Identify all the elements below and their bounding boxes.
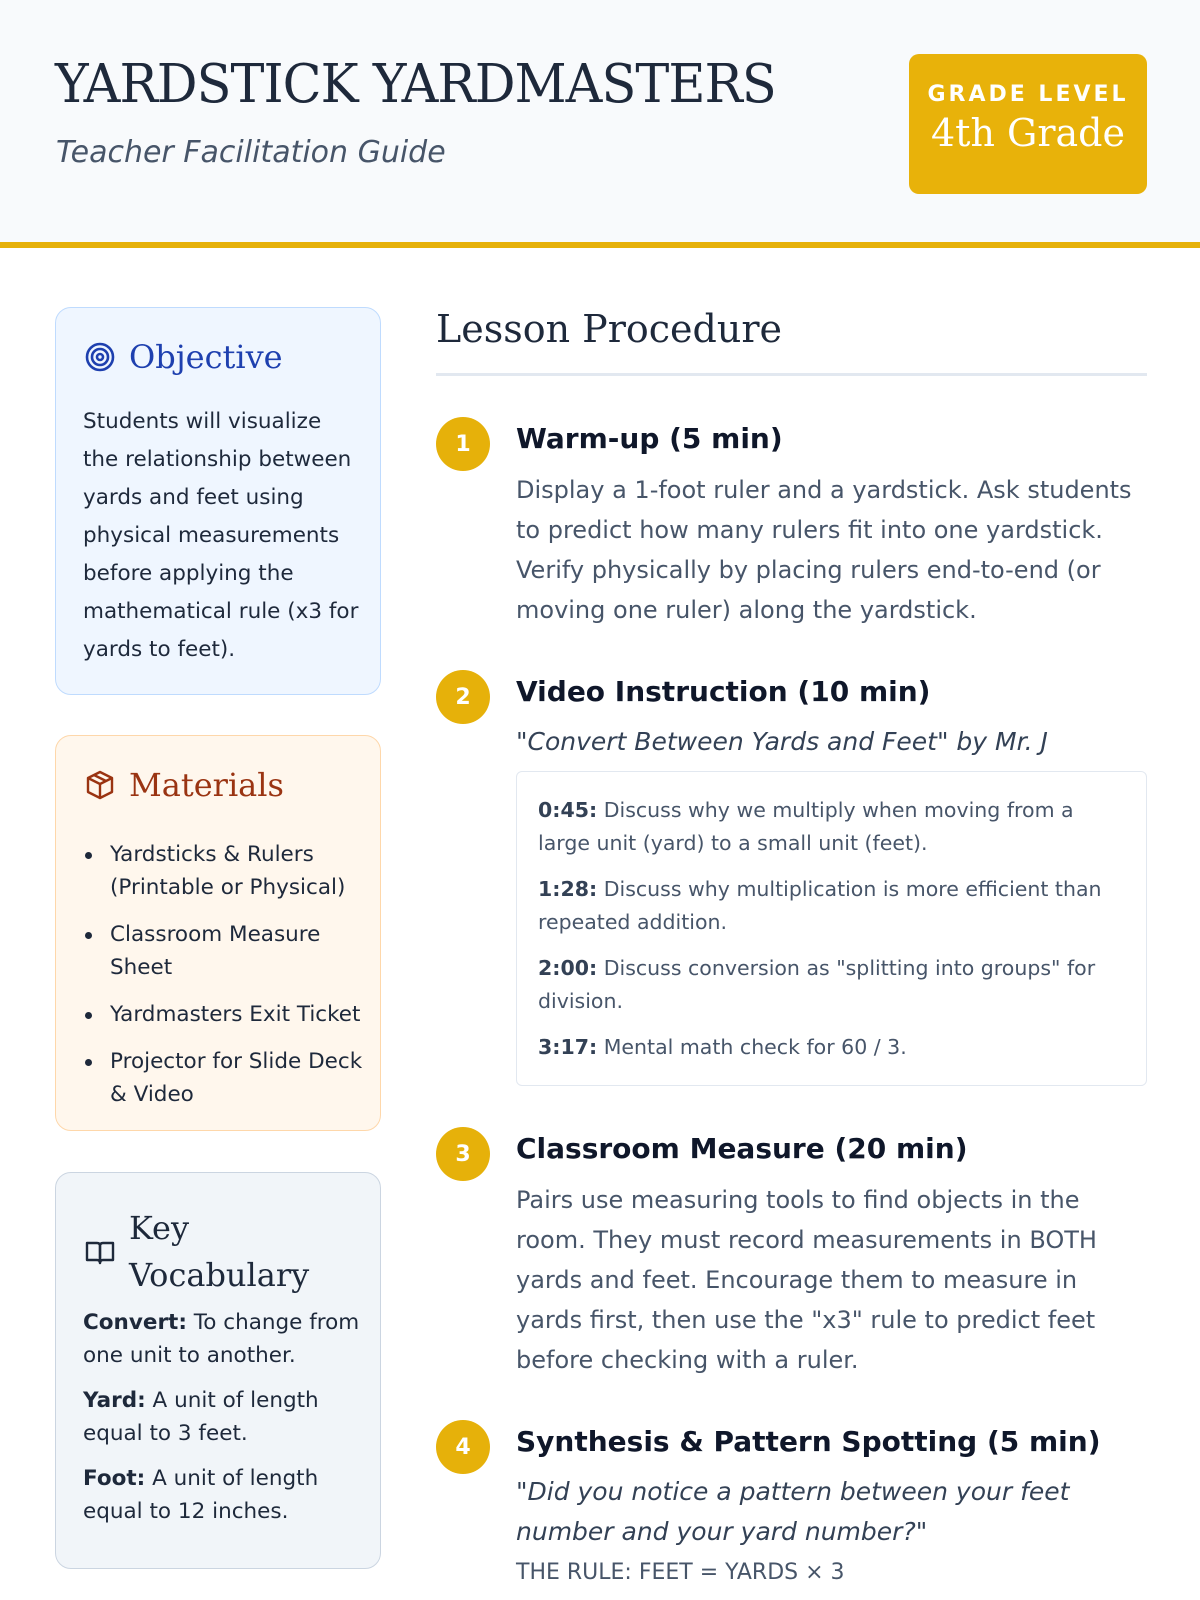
- vocab-definition: A unit of length equal to 12 inches.: [83, 1466, 319, 1524]
- video-timestamps-box: [516, 771, 1147, 1086]
- vocab-term: Convert:: [83, 1310, 187, 1335]
- vocab-item-foot: [83, 1462, 365, 1528]
- vocab-definition: To change from one unit to another.: [83, 1310, 360, 1368]
- timestamp-item: [538, 873, 1128, 939]
- step-4-rule: THE RULE: FEET = YARDS × 3: [516, 1560, 845, 1585]
- page-subtitle: Teacher Facilitation Guide: [56, 135, 446, 170]
- vocabulary-title-line-2: Vocabulary: [129, 1256, 310, 1294]
- step-4-number: 4: [436, 1420, 490, 1474]
- list-item: Classroom Measure Sheet: [110, 918, 370, 984]
- timestamp-time: 2:00:: [538, 956, 598, 980]
- vocab-item-yard: [83, 1384, 365, 1450]
- step-1-title: Warm-up (5 min): [516, 422, 783, 455]
- timestamp-note: Mental math check for 60 / 3.: [603, 1035, 907, 1059]
- vocab-term: Yard:: [83, 1388, 146, 1413]
- vocab-term: Foot:: [83, 1466, 146, 1491]
- step-3-number: 3: [436, 1127, 490, 1181]
- timestamp-item: [538, 794, 1128, 860]
- page-title: YARDSTICK YARDMASTERS: [55, 54, 776, 115]
- vocabulary-header: [83, 1205, 309, 1299]
- page-header: [0, 0, 1200, 248]
- timestamp-time: 0:45:: [538, 798, 598, 822]
- box-icon: [83, 768, 117, 802]
- step-2-number: 2: [436, 670, 490, 724]
- timestamp-note: Discuss conversion as "splitting into groups" for division.: [538, 956, 1096, 1013]
- step-4-title: Synthesis & Pattern Spotting (5 min): [516, 1425, 1101, 1458]
- vocabulary-title: [129, 1205, 309, 1299]
- step-4-quote: "Did you notice a pattern between your feet number and your yard number?": [516, 1477, 1070, 1546]
- grade-level-label: GRADE LEVEL: [927, 82, 1129, 107]
- list-item: Projector for Slide Deck & Video: [110, 1045, 370, 1111]
- list-item: Yardsticks & Rulers (Printable or Physical): [110, 838, 370, 904]
- step-2-title: Video Instruction (10 min): [516, 675, 931, 708]
- step-2-video-title: "Convert Between Yards and Feet" by Mr. J: [516, 727, 1048, 756]
- timestamp-note: Discuss why we multiply when moving from a large unit (yard) to a small unit (feet).: [538, 798, 1074, 855]
- procedure-divider: [436, 373, 1147, 376]
- timestamp-item: [538, 1031, 1128, 1064]
- materials-card: [55, 735, 381, 1131]
- book-icon: [83, 1235, 117, 1269]
- vocab-definition: A unit of length equal to 3 feet.: [83, 1388, 319, 1446]
- procedure-title: Lesson Procedure: [436, 307, 782, 351]
- materials-header: [83, 766, 284, 804]
- vocabulary-card: [55, 1172, 381, 1569]
- timestamp-list: [538, 794, 1128, 1077]
- vocabulary-list: [83, 1306, 365, 1540]
- materials-title: Materials: [129, 766, 284, 804]
- objective-text: Students will visualize the relationship between yards and feet using physical measurements before applying the mathematical rule (x3 for yards to feet).: [83, 409, 359, 662]
- objective-title: Objective: [129, 338, 283, 376]
- materials-list: [110, 838, 370, 1125]
- target-icon: [83, 340, 117, 374]
- step-1-number: 1: [436, 417, 490, 471]
- grade-level-value: 4th Grade: [931, 111, 1125, 155]
- step-3-title: Classroom Measure (20 min): [516, 1132, 968, 1165]
- objective-card: [55, 307, 381, 695]
- timestamp-note: Discuss why multiplication is more efficient than repeated addition.: [538, 877, 1102, 934]
- grade-level-badge: [909, 54, 1147, 194]
- timestamp-time: 3:17:: [538, 1035, 598, 1059]
- objective-header: [83, 338, 283, 376]
- step-1-body: Display a 1-foot ruler and a yardstick. Ask students to predict how many rulers fit into one yardstick. Verify physically by placing rulers end-to-end (or moving one ruler) along the yardstick.: [516, 476, 1132, 624]
- vocabulary-title-line-1: Key: [129, 1209, 190, 1247]
- vocab-item-convert: [83, 1306, 365, 1372]
- timestamp-item: [538, 952, 1128, 1018]
- timestamp-time: 1:28:: [538, 877, 598, 901]
- step-3-body: Pairs use measuring tools to find objects in the room. They must record measurements in BOTH yards and feet. Encourage them to measure in yards first, then use the "x3" rule to predict feet before checking with a ruler.: [516, 1186, 1097, 1374]
- list-item: Yardmasters Exit Ticket: [110, 998, 370, 1031]
